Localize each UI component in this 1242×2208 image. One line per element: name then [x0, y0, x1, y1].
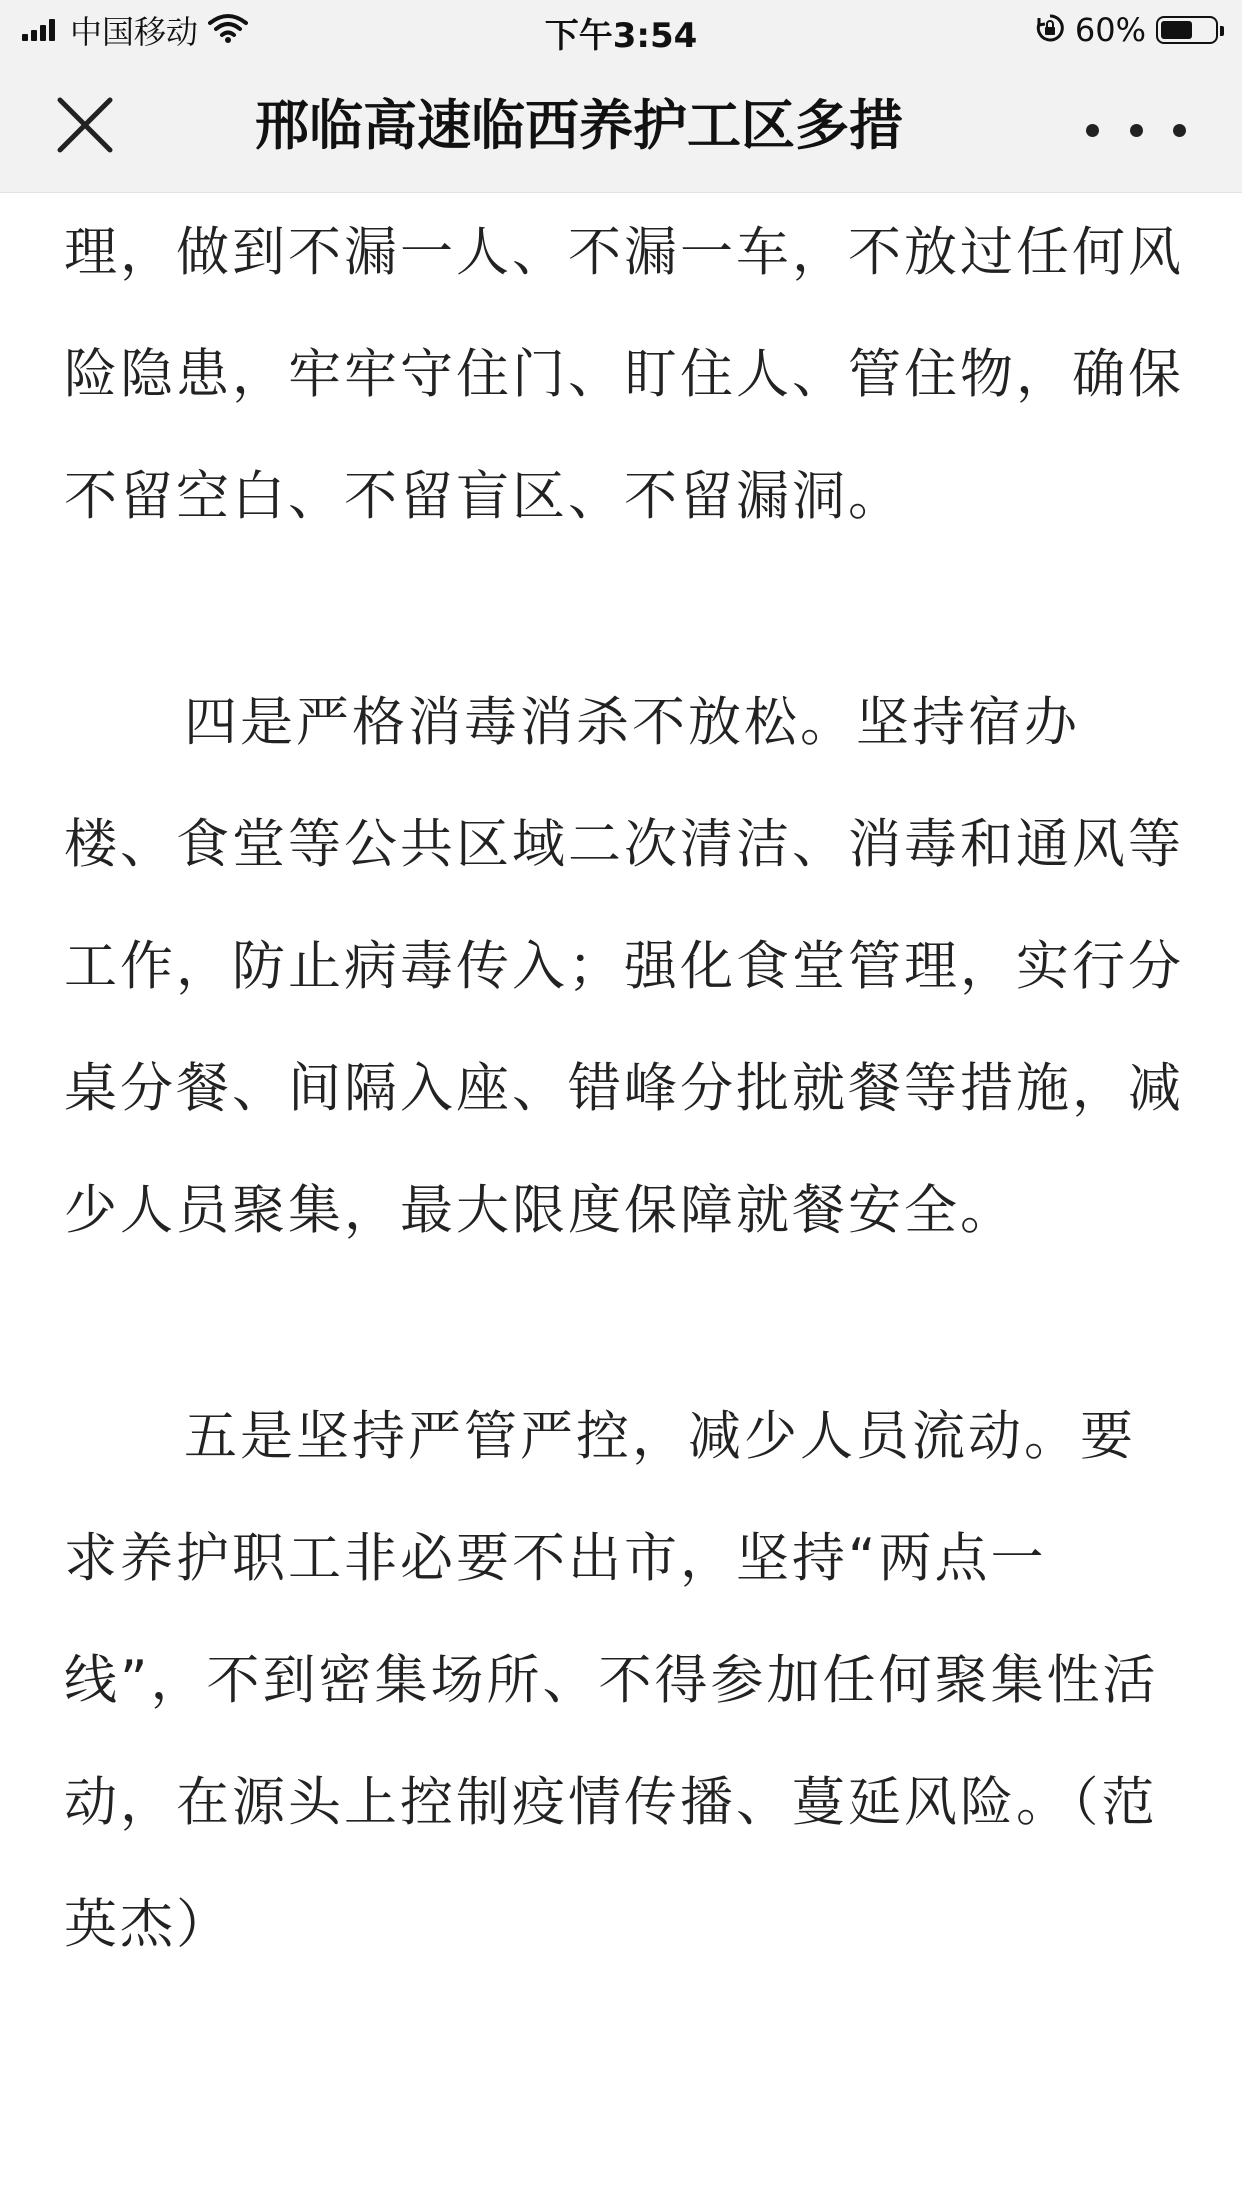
article-paragraph: 五是坚持严管严控，减少人员流动。要求养护职工非必要不出市，坚持“两点一线”，不到密集场所、不得参加任何聚集性活动，在源头上控制疫情传播、蔓延风险。（范英杰） [64, 1406, 1159, 1955]
close-icon [54, 94, 116, 156]
battery-icon [1156, 16, 1218, 44]
page-title-text: 邢临高速临西养护工区多措 [255, 94, 903, 157]
status-right [1035, 10, 1218, 50]
nav-bar [0, 60, 1242, 193]
more-button[interactable] [1086, 115, 1186, 145]
rotation-lock-icon [1035, 13, 1065, 47]
carrier-name: 中国移动 [70, 13, 199, 51]
close-button[interactable] [50, 90, 130, 160]
article-paragraph: 理，做到不漏一人、不漏一车，不放过任何风险隐患，牢牢守住门、盯住人、管住物，确保不留空白、不留盲区、不留漏洞。 [64, 222, 1184, 527]
battery-fill [1161, 21, 1192, 39]
article-paragraph: 四是严格消毒消杀不放松。坚持宿办楼、食堂等公共区域二次清洁、消毒和通风等工作，防止病毒传入；强化食堂管理，实行分桌分餐、间隔入座、错峰分批就餐等措施，减少人员聚集，最大限度保障就餐安全。 [64, 692, 1184, 1241]
page-title [255, 90, 995, 162]
article-body [64, 192, 1184, 1986]
status-bar [0, 0, 1242, 60]
more-icon [1086, 124, 1099, 137]
battery-percent: 60% [1074, 11, 1146, 49]
status-time: 下午3:54 [544, 16, 698, 56]
